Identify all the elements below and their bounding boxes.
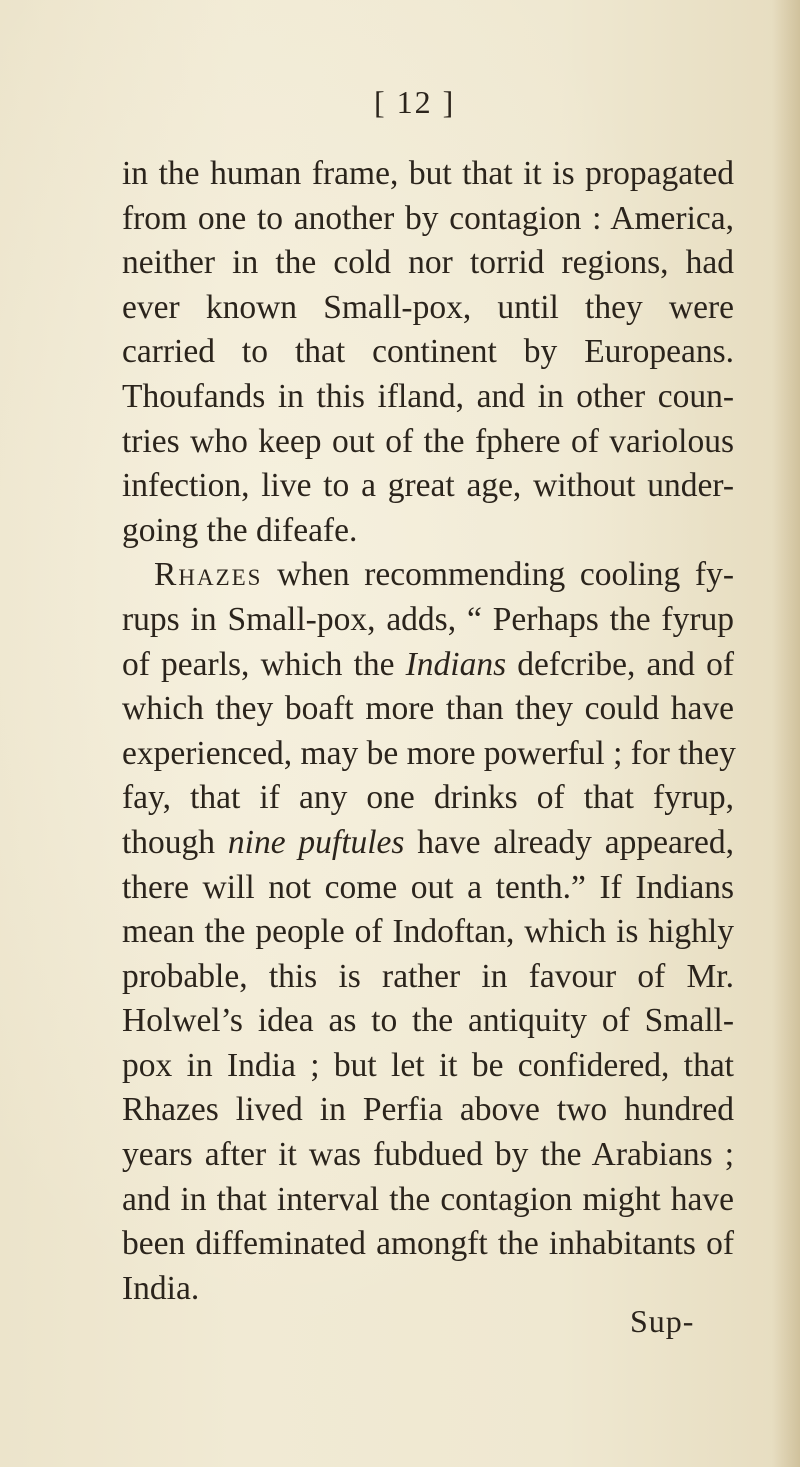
text-fragment: have already appeared,: [404, 823, 734, 861]
text-line: Thoufands in this ifland, and in other coun-: [122, 377, 734, 415]
text-line: years after it was fubdued by the Arabians ;: [122, 1136, 734, 1174]
body-text: [122, 152, 734, 1311]
text-fragment: of pearls, which the: [122, 645, 406, 683]
text-fragment: when recommending cooling fy-: [262, 556, 734, 594]
italic-term: nine puftules: [227, 823, 405, 861]
text-line: Holwel’s idea as to the antiquity of Small-: [122, 1002, 734, 1040]
text-line: tries who keep out of the fphere of variolous: [122, 422, 734, 460]
page-edge-shadow: [772, 0, 800, 1467]
text-line: and in that interval the contagion might have: [122, 1180, 734, 1218]
text-line: carried to that continent by Europeans.: [122, 333, 734, 371]
text-line: in the human frame, but that it is propagated: [122, 155, 734, 192]
text-line: rups in Small-pox, adds, “ Perhaps the fyrup: [122, 600, 734, 638]
text-line: neither in the cold nor torrid regions, had: [122, 244, 734, 282]
text-line: probable, this is rather in favour of Mr.: [122, 957, 734, 995]
text-line: there will not come out a tenth.” If Indians: [122, 868, 734, 906]
author-name-rhazes: Rhazes: [154, 556, 263, 594]
text-line-with-italic: [122, 821, 734, 866]
text-line: India.: [122, 1269, 200, 1307]
text-line-with-italic: [122, 643, 734, 688]
paragraph-start-line: [122, 553, 734, 598]
catchword: Sup-: [630, 1303, 695, 1339]
text-line: pox in India ; but let it be confidered, that: [122, 1046, 734, 1084]
text-fragment: though: [122, 823, 228, 861]
text-line: Rhazes lived in Perfia above two hundred: [122, 1091, 734, 1129]
text-line: from one to another by contagion : America,: [122, 199, 734, 237]
text-line: infection, live to a great age, without under-: [122, 467, 734, 505]
text-line: which they boaft more than they could have: [122, 690, 734, 728]
text-line: been diffeminated amongft the inhabitants of: [122, 1225, 734, 1263]
text-line: experienced, may be more powerful ; for they: [122, 734, 736, 772]
text-line: ever known Small-pox, until they were: [122, 288, 734, 326]
text-line: mean the people of Indoftan, which is highly: [122, 913, 734, 951]
text-line: going the difeafe.: [122, 511, 358, 549]
italic-term: Indians: [405, 645, 507, 683]
text-line: fay, that if any one drinks of that fyrup,: [122, 779, 734, 817]
page-number-header: [ 12 ]: [374, 84, 456, 120]
text-fragment: defcribe, and of: [506, 645, 734, 683]
